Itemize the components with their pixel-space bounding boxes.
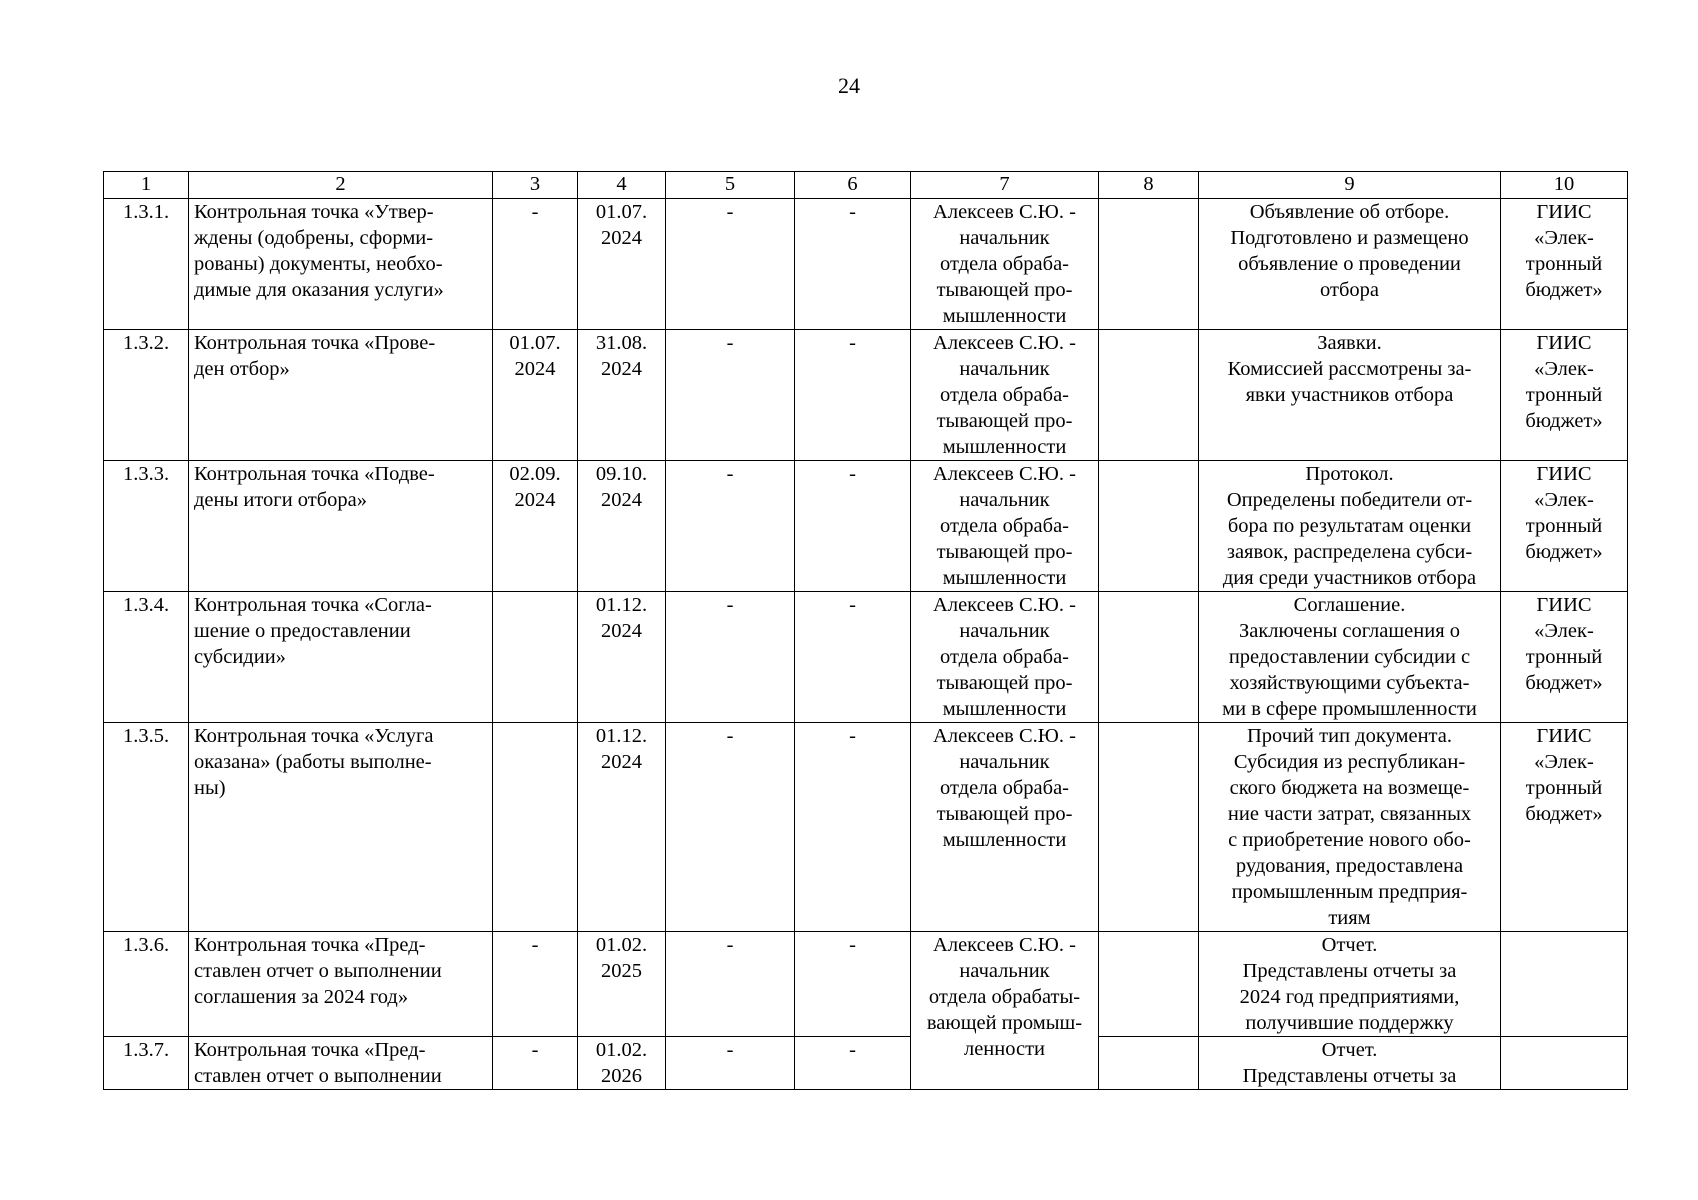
end-date-cell-line: 31.08. xyxy=(595,332,648,354)
information-system-cell-line: «Элек- xyxy=(1534,489,1594,511)
header-cell: 4 xyxy=(578,172,666,199)
responsible-cell-line: отдела обраба- xyxy=(939,384,1070,406)
column-5-cell: - xyxy=(666,199,795,330)
end-date-cell-line: 2025 xyxy=(601,960,642,982)
column-6-cell: - xyxy=(795,932,911,1037)
column-5-cell: - xyxy=(666,592,795,723)
table-row xyxy=(104,592,1628,723)
end-date-cell-line: 2024 xyxy=(601,751,642,773)
header-cell: 2 xyxy=(189,172,493,199)
result-document-cell-line: Отчет. xyxy=(1321,1039,1378,1061)
responsible-cell-line: вающей промыш- xyxy=(926,1012,1083,1034)
row-number-cell: 1.3.3. xyxy=(104,461,189,592)
header-cell: 5 xyxy=(666,172,795,199)
result-document-cell xyxy=(1199,723,1501,932)
end-date-cell xyxy=(578,1037,666,1090)
end-date-cell-line: 2024 xyxy=(601,620,642,642)
control-point-name-cell-line: Контрольная точка «Утвер- xyxy=(194,201,434,223)
start-date-cell xyxy=(493,723,578,932)
control-point-name-cell-line: Контрольная точка «Прове- xyxy=(194,332,436,354)
header-cell: 3 xyxy=(493,172,578,199)
responsible-cell-line: Алексеев С.Ю. - xyxy=(933,332,1076,354)
end-date-cell-line: 2026 xyxy=(601,1065,642,1087)
control-point-name-cell-line: шение о предоставлении xyxy=(194,620,411,642)
end-date-cell xyxy=(578,932,666,1037)
information-system-cell xyxy=(1501,1037,1628,1090)
result-document-cell-line: хозяйствующими субъекта- xyxy=(1229,672,1470,694)
column-8-cell xyxy=(1099,932,1199,1037)
end-date-cell xyxy=(578,723,666,932)
table-row xyxy=(104,932,1628,1037)
header-row xyxy=(104,172,1628,199)
information-system-cell-line: тронный xyxy=(1525,515,1603,537)
responsible-cell-line: отдела обраба- xyxy=(939,777,1070,799)
result-document-cell-line: Объявление об отборе. xyxy=(1249,201,1450,223)
information-system-cell-line: бюджет» xyxy=(1525,803,1603,825)
control-point-name-cell-line: Контрольная точка «Подве- xyxy=(194,463,435,485)
result-document-cell-line: объявление о проведении xyxy=(1238,253,1461,275)
responsible-cell-line: Алексеев С.Ю. - xyxy=(933,594,1076,616)
result-document-cell-line: Прочий тип документа. xyxy=(1247,725,1452,747)
responsible-cell-line: тывающей про- xyxy=(936,803,1073,825)
information-system-cell-line: тронный xyxy=(1525,253,1603,275)
end-date-cell-line: 01.07. xyxy=(595,201,648,223)
information-system-cell-line: ГИИС xyxy=(1536,594,1592,616)
responsible-cell-line: мышленности xyxy=(942,698,1067,720)
control-point-name-cell xyxy=(189,461,493,592)
responsible-cell-line: начальник xyxy=(959,960,1050,982)
result-document-cell-line: Комиссией рассмотрены за- xyxy=(1227,358,1472,380)
header-cell: 9 xyxy=(1199,172,1501,199)
result-document-cell-line: ми в сфере промышленности xyxy=(1222,698,1477,720)
column-8-cell xyxy=(1099,330,1199,461)
column-8-cell xyxy=(1099,199,1199,330)
information-system-cell-line: ГИИС xyxy=(1536,725,1592,747)
control-point-name-cell-line: ден отбор» xyxy=(194,358,290,380)
row-number-cell: 1.3.6. xyxy=(104,932,189,1037)
control-point-name-cell-line: ны) xyxy=(194,777,226,799)
result-document-cell xyxy=(1199,461,1501,592)
row-number-cell: 1.3.4. xyxy=(104,592,189,723)
control-point-name-cell xyxy=(189,592,493,723)
responsible-cell-line: мышленности xyxy=(942,436,1067,458)
control-point-name-cell xyxy=(189,1037,493,1090)
result-document-cell-line: Соглашение. xyxy=(1293,594,1406,616)
control-point-name-cell-line: соглашения за 2024 год» xyxy=(194,986,409,1008)
result-document-cell-line: рудования, предоставлена xyxy=(1235,855,1464,877)
header-cell: 8 xyxy=(1099,172,1199,199)
control-point-name-cell xyxy=(189,330,493,461)
column-5-cell: - xyxy=(666,932,795,1037)
end-date-cell-line: 2024 xyxy=(601,227,642,249)
header-cell: 6 xyxy=(795,172,911,199)
column-6-cell: - xyxy=(795,461,911,592)
result-document-cell-line: Представлены отчеты за xyxy=(1242,960,1457,982)
information-system-cell-line: «Элек- xyxy=(1534,358,1594,380)
control-point-name-cell-line: Контрольная точка «Услуга xyxy=(194,725,434,747)
row-number-cell: 1.3.5. xyxy=(104,723,189,932)
result-document-cell-line: бора по результатам оценки xyxy=(1227,515,1472,537)
start-date-cell-line: 2024 xyxy=(514,358,556,380)
result-document-cell xyxy=(1199,1037,1501,1090)
responsible-cell-line: отдела обраба- xyxy=(939,253,1070,275)
column-8-cell xyxy=(1099,1037,1199,1090)
responsible-cell-line: Алексеев С.Ю. - xyxy=(933,463,1076,485)
end-date-cell-line: 01.02. xyxy=(595,1039,648,1061)
control-point-name-cell-line: Контрольная точка «Пред- xyxy=(194,934,426,956)
responsible-cell-line: отдела обраба- xyxy=(939,646,1070,668)
end-date-cell xyxy=(578,592,666,723)
result-document-cell-line: Заключены соглашения о xyxy=(1238,620,1461,642)
column-5-cell: - xyxy=(666,1037,795,1090)
control-point-name-cell-line: Контрольная точка «Пред- xyxy=(194,1039,426,1061)
responsible-cell-line: ленности xyxy=(963,1038,1046,1060)
end-date-cell-line: 01.02. xyxy=(595,934,648,956)
result-document-cell-line: отбора xyxy=(1320,279,1379,301)
control-point-name-cell-line: димые для оказания услуги» xyxy=(194,279,444,301)
responsible-cell-line: начальник xyxy=(959,489,1050,511)
responsible-cell-line: отдела обрабаты- xyxy=(928,986,1081,1008)
responsible-cell-line: мышленности xyxy=(942,829,1067,851)
result-document-cell-line: Подготовлено и размещено xyxy=(1230,227,1469,249)
start-date-cell xyxy=(493,461,578,592)
start-date-cell xyxy=(493,199,578,330)
start-date-cell-line: - xyxy=(531,1039,539,1061)
responsible-cell xyxy=(911,592,1099,723)
end-date-cell-line: 01.12. xyxy=(595,594,648,616)
responsible-cell-line: отдела обраба- xyxy=(939,515,1070,537)
result-document-cell-line: получившие поддержку xyxy=(1245,1012,1454,1034)
header-cell: 1 xyxy=(104,172,189,199)
responsible-cell-line: тывающей про- xyxy=(936,672,1073,694)
result-document-cell-line: дия среди участников отбора xyxy=(1222,567,1477,589)
column-5-cell: - xyxy=(666,461,795,592)
column-5-cell: - xyxy=(666,723,795,932)
information-system-cell-line: ГИИС xyxy=(1536,201,1592,223)
header-cell: 7 xyxy=(911,172,1099,199)
information-system-cell-line: бюджет» xyxy=(1525,279,1603,301)
responsible-cell xyxy=(911,723,1099,932)
column-6-cell: - xyxy=(795,330,911,461)
column-6-cell: - xyxy=(795,723,911,932)
responsible-cell-line: тывающей про- xyxy=(936,410,1073,432)
row-number-cell: 1.3.1. xyxy=(104,199,189,330)
start-date-cell-line: - xyxy=(531,934,539,956)
start-date-cell-line: - xyxy=(531,201,539,223)
information-system-cell xyxy=(1501,330,1628,461)
information-system-cell-line: «Элек- xyxy=(1534,751,1594,773)
information-system-cell xyxy=(1501,932,1628,1037)
information-system-cell-line: бюджет» xyxy=(1525,410,1603,432)
result-document-cell-line: с приобретение нового обо- xyxy=(1228,829,1471,851)
result-document-cell xyxy=(1199,330,1501,461)
column-8-cell xyxy=(1099,723,1199,932)
table-row xyxy=(104,723,1628,932)
start-date-cell xyxy=(493,592,578,723)
result-document-cell-line: промышленным предприя- xyxy=(1231,881,1468,903)
control-point-name-cell xyxy=(189,199,493,330)
responsible-cell-line: начальник xyxy=(959,751,1050,773)
table-row xyxy=(104,199,1628,330)
start-date-cell-line: 2024 xyxy=(514,489,556,511)
control-point-name-cell-line: ставлен отчет о выполнении xyxy=(194,1065,442,1087)
responsible-cell-line: Алексеев С.Ю. - xyxy=(933,725,1076,747)
information-system-cell-line: ГИИС xyxy=(1536,332,1592,354)
result-document-cell-line: Заявки. xyxy=(1317,332,1382,354)
start-date-cell-line: 02.09. xyxy=(509,463,561,485)
responsible-cell-line: тывающей про- xyxy=(936,541,1073,563)
control-point-name-cell-line: рованы) документы, необхо- xyxy=(194,253,443,275)
column-8-cell xyxy=(1099,592,1199,723)
end-date-cell xyxy=(578,330,666,461)
responsible-cell-line: мышленности xyxy=(942,305,1067,327)
row-number-cell: 1.3.2. xyxy=(104,330,189,461)
information-system-cell xyxy=(1501,723,1628,932)
control-point-name-cell-line: ставлен отчет о выполнении xyxy=(194,960,442,982)
control-point-name-cell-line: ждены (одобрены, сформи- xyxy=(194,227,434,249)
end-date-cell xyxy=(578,461,666,592)
end-date-cell xyxy=(578,199,666,330)
responsible-cell-line: начальник xyxy=(959,358,1050,380)
information-system-cell-line: «Элек- xyxy=(1534,227,1594,249)
start-date-cell-line: 01.07. xyxy=(509,332,561,354)
responsible-cell-line: начальник xyxy=(959,620,1050,642)
information-system-cell xyxy=(1501,199,1628,330)
start-date-cell xyxy=(493,1037,578,1090)
responsible-cell-line: начальник xyxy=(959,227,1050,249)
column-8-cell xyxy=(1099,461,1199,592)
column-5-cell: - xyxy=(666,330,795,461)
responsible-cell xyxy=(911,199,1099,330)
page-number: 24 xyxy=(838,73,860,98)
information-system-cell xyxy=(1501,461,1628,592)
result-document-cell-line: 2024 год предприятиями, xyxy=(1239,986,1460,1008)
result-document-cell-line: явки участников отбора xyxy=(1245,384,1454,406)
result-document-cell-line: Представлены отчеты за xyxy=(1242,1065,1457,1087)
information-system-cell-line: ГИИС xyxy=(1536,463,1592,485)
column-6-cell: - xyxy=(795,199,911,330)
responsible-cell xyxy=(911,932,1099,1090)
table-row xyxy=(104,461,1628,592)
header-cell: 10 xyxy=(1501,172,1628,199)
result-document-cell xyxy=(1199,199,1501,330)
result-document-cell-line: заявок, распределена субси- xyxy=(1226,541,1473,563)
result-document-cell xyxy=(1199,592,1501,723)
responsible-cell-line: Алексеев С.Ю. - xyxy=(933,201,1076,223)
control-point-name-cell xyxy=(189,932,493,1037)
column-6-cell: - xyxy=(795,592,911,723)
information-system-cell-line: бюджет» xyxy=(1525,672,1603,694)
control-points-table xyxy=(103,171,1628,1090)
row-number-cell: 1.3.7. xyxy=(104,1037,189,1090)
control-point-name-cell-line: Контрольная точка «Согла- xyxy=(194,594,432,616)
information-system-cell-line: «Элек- xyxy=(1534,620,1594,642)
start-date-cell xyxy=(493,330,578,461)
information-system-cell-line: тронный xyxy=(1525,646,1603,668)
table-row xyxy=(104,330,1628,461)
table-row xyxy=(104,1037,1628,1090)
information-system-cell-line: тронный xyxy=(1525,777,1603,799)
information-system-cell-line: бюджет» xyxy=(1525,541,1603,563)
responsible-cell-line: Алексеев С.Ю. - xyxy=(933,934,1076,956)
result-document-cell-line: Отчет. xyxy=(1321,934,1378,956)
result-document-cell-line: предоставлении субсидии с xyxy=(1228,646,1471,668)
result-document-cell-line: Протокол. xyxy=(1305,463,1394,485)
control-point-name-cell-line: дены итоги отбора» xyxy=(194,489,368,511)
end-date-cell-line: 01.12. xyxy=(595,725,648,747)
control-point-name-cell-line: оказана» (работы выполне- xyxy=(194,751,432,773)
responsible-cell xyxy=(911,330,1099,461)
result-document-cell-line: Субсидия из республикан- xyxy=(1233,751,1466,773)
information-system-cell-line: тронный xyxy=(1525,384,1603,406)
end-date-cell-line: 09.10. xyxy=(595,463,648,485)
information-system-cell xyxy=(1501,592,1628,723)
result-document-cell-line: тиям xyxy=(1328,907,1371,929)
end-date-cell-line: 2024 xyxy=(601,489,642,511)
result-document-cell-line: ского бюджета на возмеще- xyxy=(1229,777,1470,799)
end-date-cell-line: 2024 xyxy=(601,358,642,380)
responsible-cell-line: мышленности xyxy=(942,567,1067,589)
start-date-cell xyxy=(493,932,578,1037)
result-document-cell-line: ние части затрат, связанных xyxy=(1227,803,1472,825)
control-point-name-cell-line: субсидии» xyxy=(194,646,286,668)
control-point-name-cell xyxy=(189,723,493,932)
responsible-cell-line: тывающей про- xyxy=(936,279,1073,301)
responsible-cell xyxy=(911,461,1099,592)
result-document-cell xyxy=(1199,932,1501,1037)
column-6-cell: - xyxy=(795,1037,911,1090)
result-document-cell-line: Определены победители от- xyxy=(1226,489,1473,511)
